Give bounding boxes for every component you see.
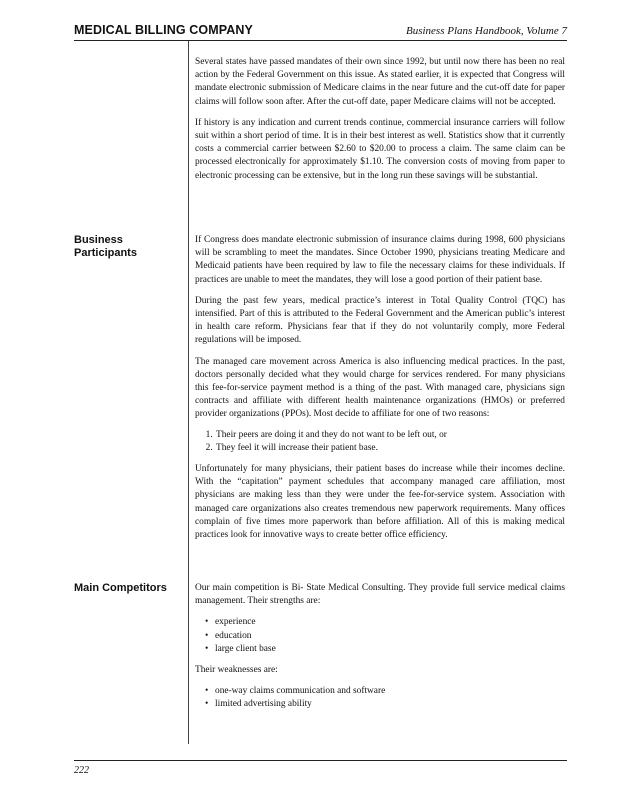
running-header-subtitle: Business Plans Handbook, Volume 7 [405, 25, 567, 37]
list-item: • limited advertising ability [215, 698, 565, 711]
list-item: • education [215, 630, 565, 643]
paragraph: If Congress does mandate electronic submission of insurance claims during 1998, 600 physicians will be scrambling to meet the mandates. Since October 1990, physicians treating Medicare and Medicaid patients have been required by law to file the necessary claims for these individuals. If practices are unable to meet the mandates, they will lose a good portion of their patient base. [195, 235, 565, 285]
list-item: • large client base [215, 643, 565, 656]
paragraph: Our main competition is Bi- State Medical Consulting. They provide full service medical claims management. Their strengths are: [195, 583, 565, 607]
weaknesses-list [195, 685, 565, 711]
main-competitors-heading: Main Competitors [74, 582, 167, 594]
paragraph: The managed care movement across America is also influencing medical practices. In the past, doctors personally decided what they would charge for services rendered. For many physicians this fee-for-service payment method is a thing of the past. With managed care, physicians sign contracts and affiliate with different health maintenance organizations (HMOs) or preferred provider organizations (PPOs). Most decide to affiliate for one of two reasons: [195, 356, 565, 420]
header-divider [74, 40, 567, 41]
column-divider [188, 41, 189, 744]
paragraph: Unfortunately for many physicians, their patient bases do increase while their incomes decline. With the “capitation” payment schedules that accompany managed care affiliation, most physicians are making less than they were under the fee-for-service system. Association with managed care organizations also creates tremendous new paperwork requirements. Many offices complain of five times more paperwork than before affiliation. All of this is making medical practices look for innovative ways to create better office efficiency. [195, 464, 565, 541]
reasons-list [195, 429, 565, 455]
business-participants-section [195, 234, 565, 550]
strengths-list [195, 616, 565, 656]
weaknesses-label: Their weaknesses are: [195, 665, 278, 676]
business-participants-heading: Business Participants [74, 234, 137, 259]
list-item: 2. They feel it will increase their patient base. [215, 442, 565, 455]
list-item: 1. Their peers are doing it and they do not want to be left out, or [215, 429, 565, 442]
running-header-title: MEDICAL BILLING COMPANY [74, 23, 253, 37]
paragraph: If history is any indication and current trends continue, commercial insurance carriers will follow suit within a short period of time. It is in their best interest as well. Statistics show that it currently costs a commercial carrier between $2.60 to $20.00 to process a claim. The same claim can be processed electronically for approximately $1.10. The conversion costs of moving from paper to electronic processing can be extensive, but in the long run these savings will be substantial. [195, 117, 565, 181]
paragraph: During the past few years, medical practice’s interest in Total Quality Control (TQC) has intensified. Part of this is attributed to the Federal Government and the American public’s interest in health care reform. Physicians fear that if they do not voluntarily comply, more Federal regulations will be imposed. [195, 295, 565, 346]
list-item: • one-way claims communication and software [215, 685, 565, 698]
intro-section [195, 56, 565, 191]
list-item: • experience [215, 616, 565, 629]
main-competitors-section [195, 582, 565, 720]
paragraph: Several states have passed mandates of their own since 1992, but until now there has been no real action by the Federal Government on this issue. As stated earlier, it is expected that Congress will mandate electronic submission of Medicare claims in the near future and the cut-off date for paper claims will follow soon after. After the cut-off date, paper Medicare claims will not be accepted. [195, 57, 565, 107]
page-number: 222 [74, 765, 89, 776]
footer-divider [74, 760, 567, 761]
